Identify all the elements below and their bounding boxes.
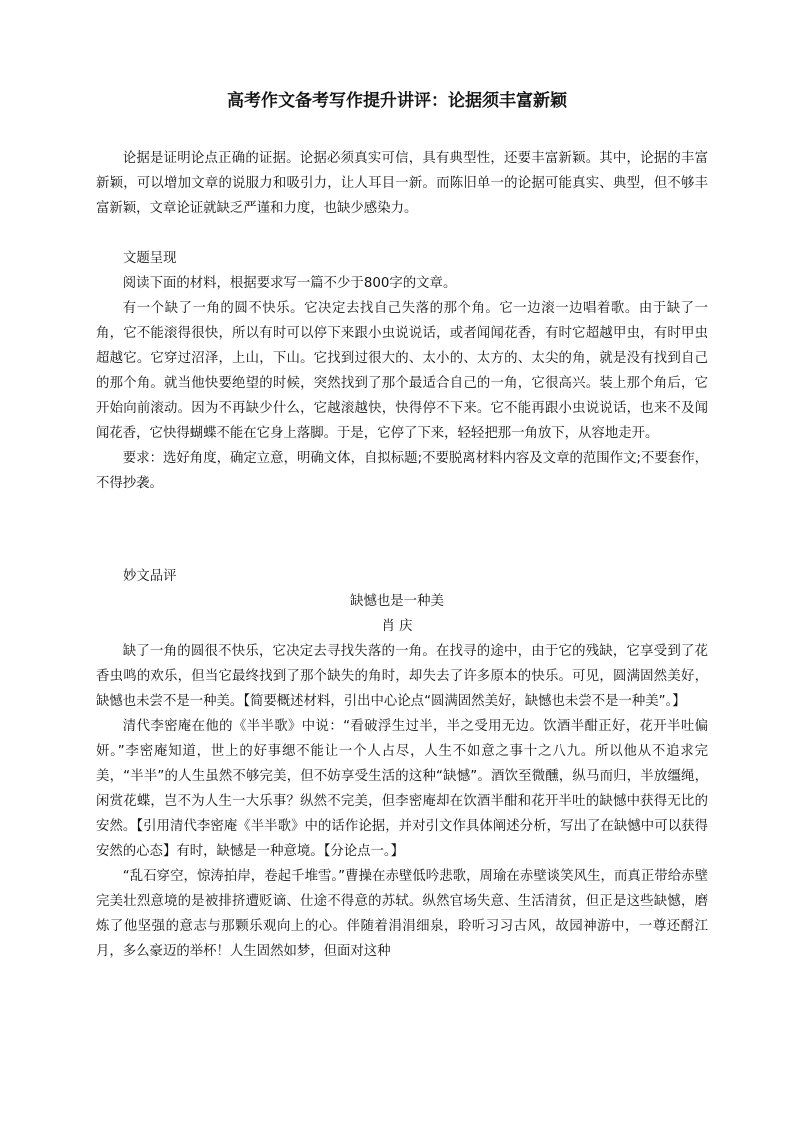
document-title: 高考作文备考写作提升讲评：论据须丰富新颖 — [227, 91, 567, 111]
essay-body — [96, 639, 708, 964]
prompt-requirement: 要求：选好角度，确定立意，明确文体，自拟标题;不要脱离材料内容及文章的范围作文;不要套作，不得抄袭。 — [96, 451, 708, 491]
essay-paragraph: 清代李密庵在他的《半半歌》中说：“看破浮生过半，半之受用无边。饮酒半酣正好，花开半吐偏妍。”李密庵知道，世上的好事缌不能让一个人占尽，人生不如意之事十之八九。所以他从不追求完美，“半半”的人生虽然不够完美，但不妨享受生活的这种“缺憾”。酒饮至微醺，纵马而归，半放缰绳，闲赏花蝶，岂不为人生一大乐事？纵然不完美，但李密庵却在饮酒半酣和花开半吐的缺憾中获得无比的安然。【引用清代李密庵《半半歌》中的话作论据，并对引文作具体阐述分析，写出了在缺憾中可以获得安然的心态】有时，缺憾是一种意境。【分论点一。】 — [96, 719, 708, 859]
essay-paragraph: “乱石穿空，惊涛拍岸，卷起千堆雪。”曹操在赤壁低吟悲歌，周瑜在赤壁谈笑风生，而真正带给赤壁完美壮烈意境的是被排挤遭贬谪、仕途不得意的苏轼。纵然官场失意、生活清贫，但正是这些缺憾，磨炼了他坚强的意志与那颗乐观向上的心。伴随着涓涓细泉，聆听习习古风，故园神游中，一尊还酹江月，多么豪迈的举杯！人生固然如梦，但面对这种 — [96, 869, 708, 959]
essay-title: 缺憾也是一种美 — [350, 594, 444, 609]
section-heading-review: 妙文品评 — [123, 569, 177, 584]
prompt-instruction: 阅读下面的材料，根据要求写一篇不少于800字的文章。 — [122, 276, 457, 291]
section-heading-prompt: 文题呈现 — [123, 251, 177, 266]
intro-paragraph-block — [96, 146, 708, 221]
essay-author: 肖 庆 — [381, 619, 413, 634]
essay-paragraph: 缺了一角的圆很不快乐，它决定去寻找失落的一角。在找寻的途中，由于它的残缺，它享受到了花香虫鸣的欢乐，但当它最终找到了那个缺失的角时，却失去了许多原本的快乐。可见，圆满固然美好，缺憾也未尝不是一种美。【简要概述材料，引出中心论点“圆满固然美好，缺憾也未尝不是一种美”。】 — [96, 644, 708, 709]
prompt-material: 有一个缺了一角的圆不快乐。它决定去找自己失落的那个角。它一边滚一边唱着歌。由于缺了一角，它不能滚得很快，所以有时可以停下来跟小虫说说话，或者闻闻花香，有时它超越甲虫，有时甲虫超越它。它穿过沼泽，上山，下山。它找到过很大的、太小的、太方的、太尖的角，就是没有找到自己的那个角。就当他快要绝望的时候，突然找到了那个最适合自己的一角，它很高兴。装上那个角后，它开始向前滚动。因为不再缺少什么，它越滚越快，快得停不下来。它不能再跟小虫说说话，也来不及闻闻花香，它快得蝴蝶不能在它身上落脚。于是，它停了下来，轻轻把那一角放下，从容地走开。 — [96, 301, 708, 441]
intro-paragraph: 论据是证明论点正确的证据。论据必须真实可信，具有典型性，还要丰富新颖。其中，论据的丰富新颖，可以增加文章的说服力和吸引力，让人耳目一新。而陈旧单一的论据可能真实、典型，但不够丰富新颖，文章论证就缺乏严谨和力度，也缺少感染力。 — [96, 151, 708, 216]
prompt-block — [96, 271, 708, 496]
